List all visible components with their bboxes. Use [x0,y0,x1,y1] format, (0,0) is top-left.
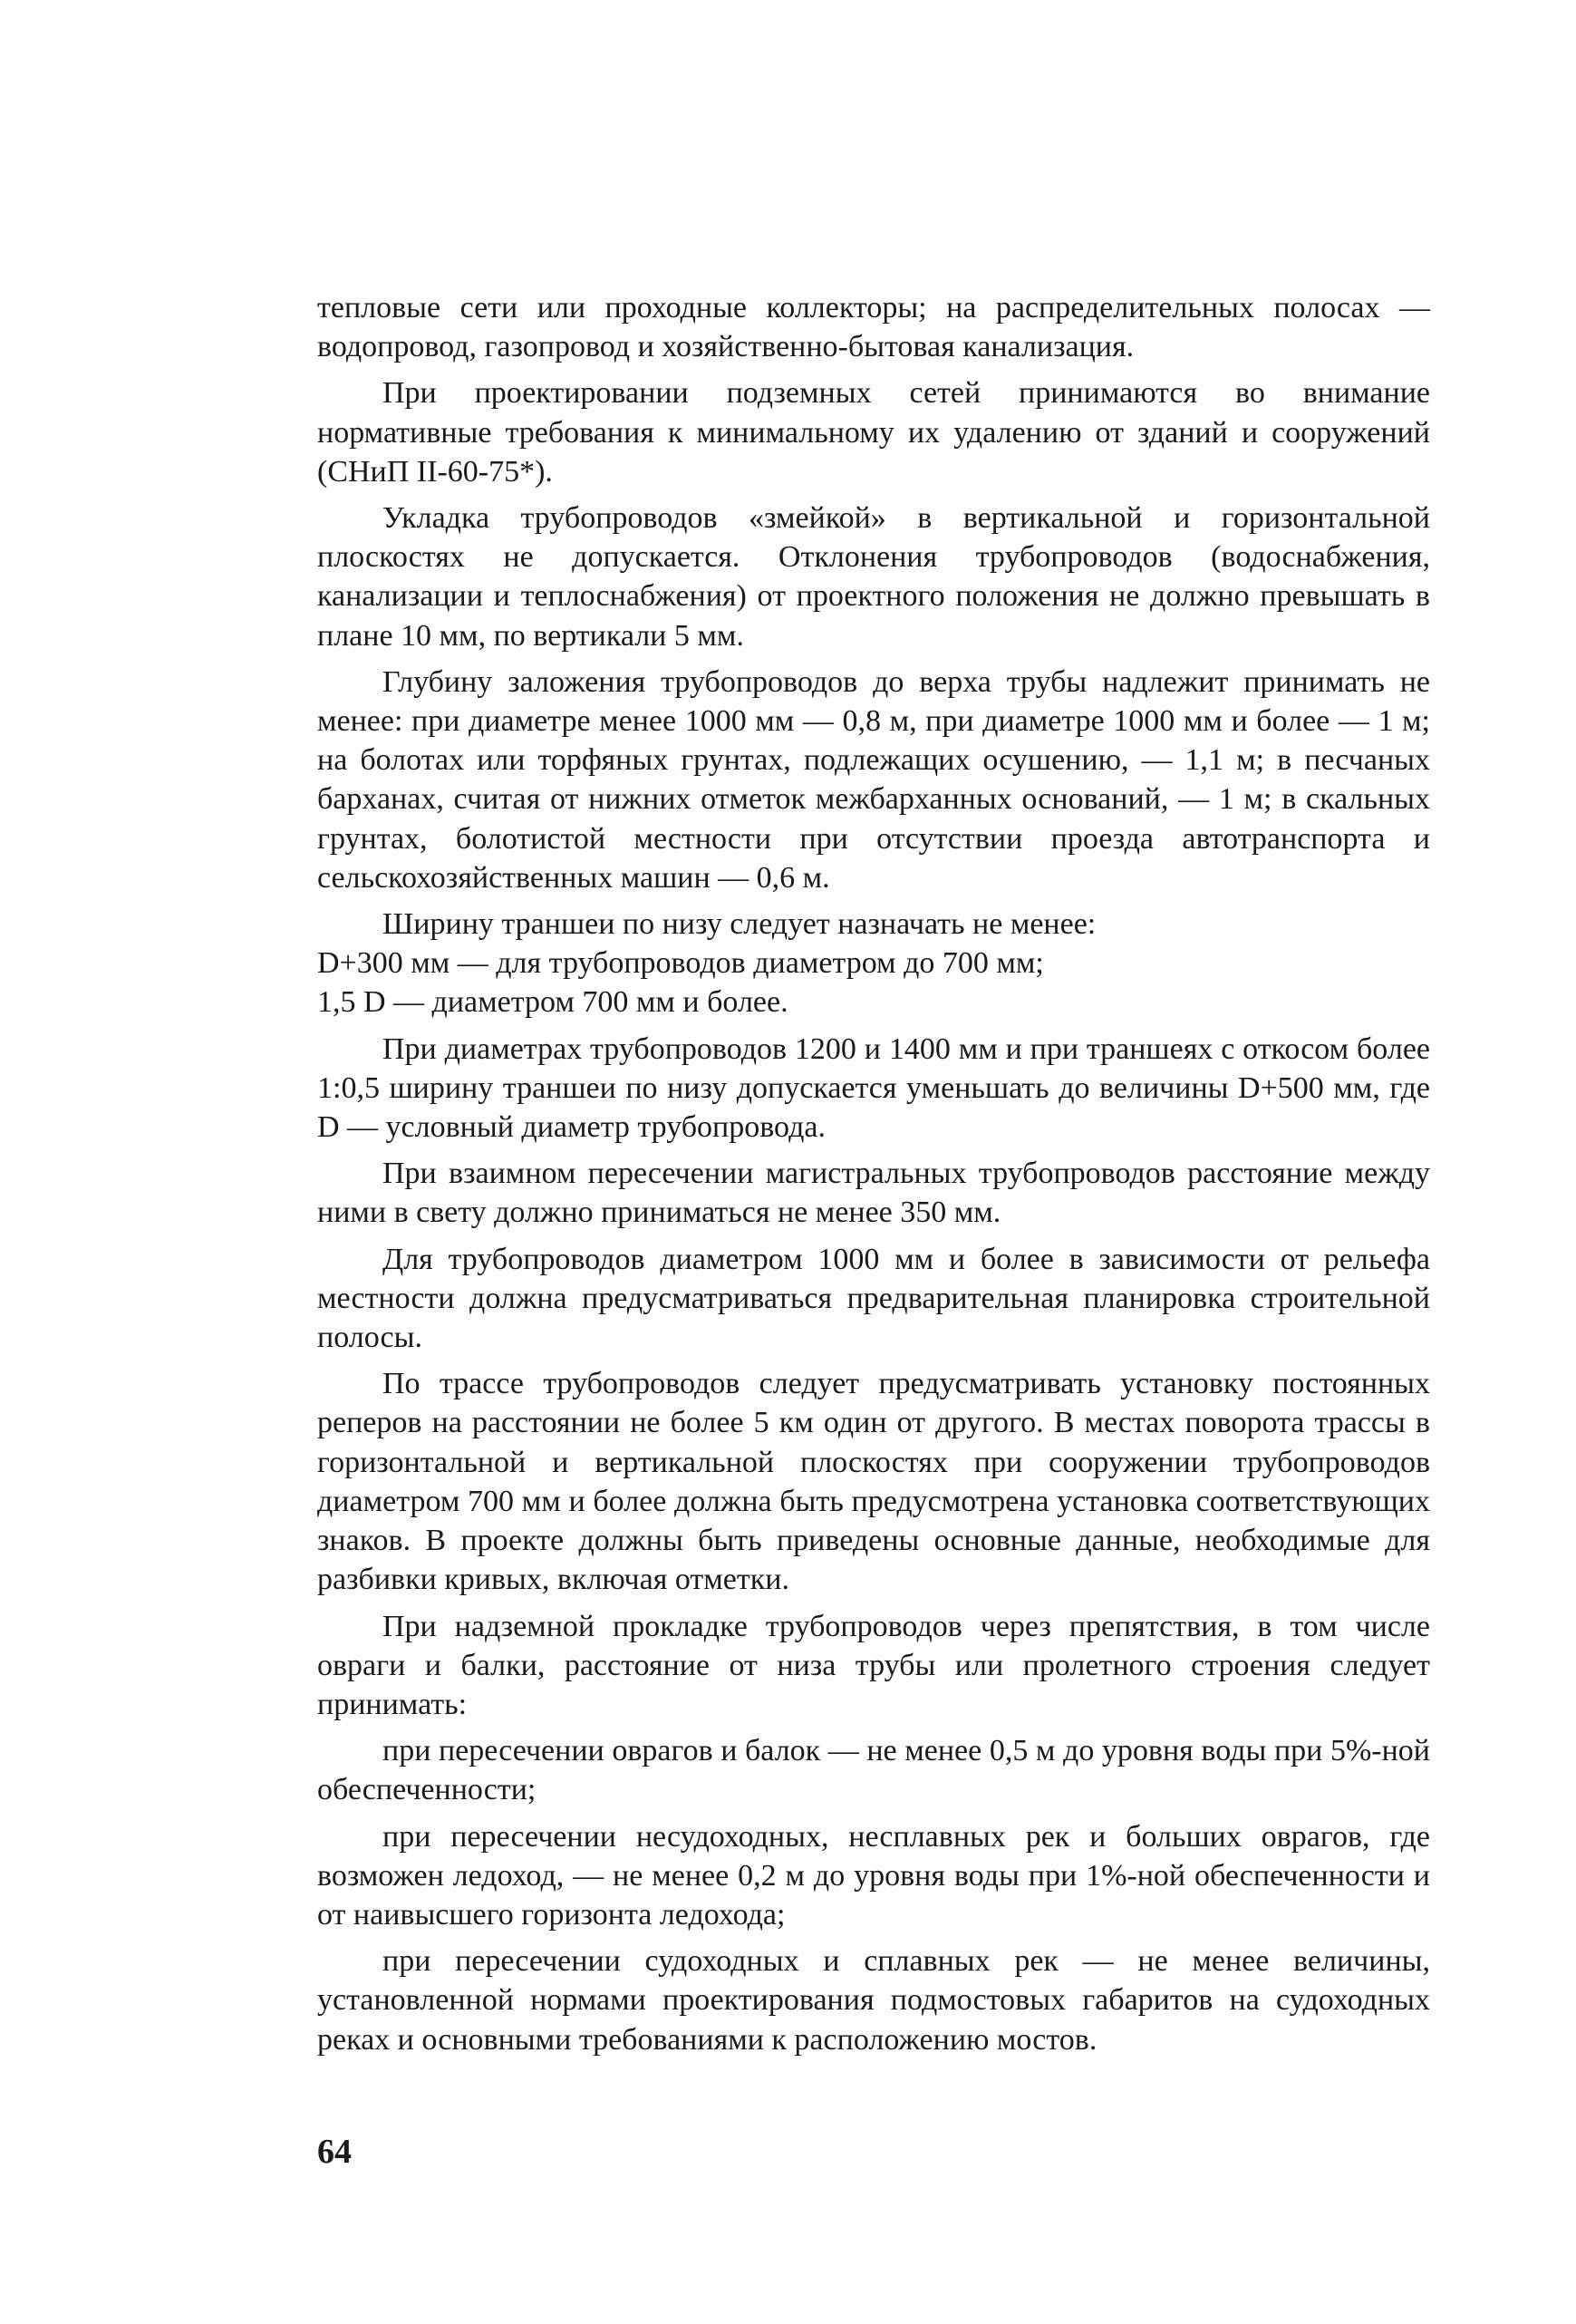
paragraph: тепловые сети или проходные коллекторы; на распределительных полосах — водопровод, газопровод и хозяйственно-бытовая канализация. [317,291,1430,364]
paragraph: при пересечении несудоходных, несплавных рек и больших оврагов, где возможен ледоход, — не менее 0,2 м до уровня воды при 1%-ной обеспеченности и от наивысшего горизонта ледохода; [317,1819,1430,1932]
paragraph: Глубину заложения трубопроводов до верха трубы надлежит принимать не менее: при диаметре менее 1000 мм — 0,8 м, при диаметре 1000 мм и более — 1 м; на болотах или торфяных грунтах, подлежащих осушению, — 1,1 м; в песчаных барханах, считая от нижних отметок межбарханных оснований, — 1 м; в скальных грунтах, болотистой местности при отсутствии проезда автотранспорта и сельскохозяйственных машин — 0,6 м. [317,664,1430,895]
body-text [317,288,1430,2067]
paragraph-text: Ширину траншеи по низу следует назначать не менее: [382,907,1097,942]
paragraph-trench-width [317,905,1430,1022]
paragraph: При проектировании подземных сетей принимаются во внимание нормативные требования к минимальному их удалению от зданий и сооружений (СНиП II-60-75*). [317,376,1430,489]
paragraph: Укладка трубопроводов «змейкой» в вертикальной и горизонтальной плоскостях не допускается. Отклонения трубопроводов (водоснабжения, канализации и теплоснабжения) от проектного положения не должно превышать в плане 10 мм, по вертикали 5 мм. [317,501,1430,653]
paragraph: При диаметрах трубопроводов 1200 и 1400 мм и при траншеях с откосом более 1:0,5 ширину траншеи по низу допускается уменьшать до величины D+500 мм, где D — условный диаметр трубопровода. [317,1031,1430,1145]
formula-line: D+300 мм — для трубопроводов диаметром до 700 мм; [317,946,1044,981]
paragraph: Для трубопроводов диаметром 1000 мм и более в зависимости от рельефа местности должна предусматриваться предварительная планировка строительной полосы. [317,1242,1430,1355]
paragraph: По трассе трубопроводов следует предусматривать установку постоянных реперов на расстоянии не более 5 км один от другого. В местах поворота трассы в горизонтальной и вертикальной плоскостях при сооружении трубопроводов диаметром 700 мм и более должна быть предусмотрена установка соответствующих знаков. В проекте должны быть приведены основные данные, необходимые для разбивки кривых, включая отметки. [317,1367,1430,1597]
paragraph: при пересечении оврагов и балок — не менее 0,5 м до уровня воды при 5%-ной обеспеченности; [317,1734,1430,1807]
page-number: 64 [317,2133,352,2171]
paragraph: при пересечении судоходных и сплавных рек — не менее величины, установленной нормами проектирования подмостовых габаритов на судоходных реках и основными требованиями к расположению мостов. [317,1944,1430,2057]
paragraph: При взаимном пересечении магистральных трубопроводов расстояние между ними в свету должно приниматься не менее 350 мм. [317,1157,1430,1230]
formula-line: 1,5 D — диаметром 700 мм и более. [317,985,788,1020]
paragraph: При надземной прокладке трубопроводов через препятствия, в том числе овраги и балки, расстояние от низа трубы или пролетного строения следует принимать: [317,1609,1430,1721]
